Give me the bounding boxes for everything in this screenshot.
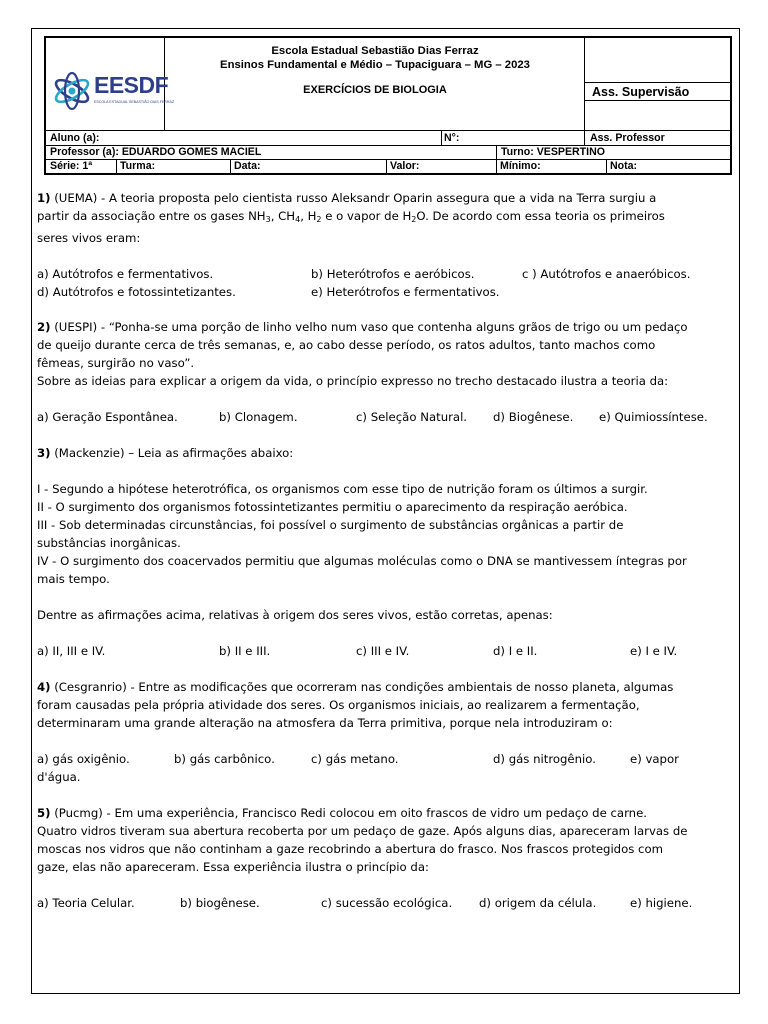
question-text: (UESPI) - “Ponha-se uma porção de linho velho num vaso que contenha alguns grãos de trigo ou um pedaço [50,320,688,334]
subscript: 4 [295,215,301,224]
numero-label: N°: [444,132,460,144]
question-text: gaze, elas não apareceram. Essa experiência ilustra o princípio da: [37,860,429,874]
statement-ii: II - O surgimento dos organismos fotossintetizantes permitiu o aparecimento da respiração aeróbica. [37,500,628,514]
option-c[interactable]: c) sucessão ecológica. [321,896,453,910]
option-b[interactable]: b) II e III. [219,644,271,658]
question-number: 2) [37,320,51,334]
question-3 [37,444,730,660]
option-d[interactable]: d) gás nitrogênio. [493,752,596,766]
professor-label: Professor (a): EDUARDO GOMES MACIEL [50,146,262,158]
question-number: 3) [37,446,51,460]
option-e[interactable]: e) higiene. [630,896,693,910]
question-text: fêmeas, surgirão no vaso”. [37,356,195,370]
option-d[interactable]: d) origem da célula. [479,896,597,910]
option-c[interactable]: c) gás metano. [311,752,399,766]
option-d[interactable]: d) Biogênese. [493,410,574,424]
subscript: 2 [316,215,322,224]
school-levels: Ensinos Fundamental e Médio – Tupaciguara – MG – 2023 [220,59,530,71]
option-d[interactable]: d) Autótrofos e fotossintetizantes. [37,285,236,299]
exercise-content [37,189,730,912]
school-name: Escola Estadual Sebastião Dias Ferraz [271,45,479,57]
aluno-label: Aluno (a): [50,132,100,144]
ass-professor-label: Ass. Professor [590,132,665,144]
question-text: (UEMA) - A teoria proposta pelo cientista russo Aleksandr Oparin assegura que a vida na Terra surgiu a [50,191,657,205]
option-c[interactable]: c ) Autótrofos e anaeróbicos. [522,267,691,281]
option-e[interactable]: e) vapor [630,752,679,766]
question-1 [37,189,730,301]
logo-subtitle: ESCOLA ESTADUAL SEBASTIÃO DIAS FERRAZ [94,100,175,104]
statement-iii-cont: substâncias inorgânicas. [37,536,181,550]
subscript: 3 [265,215,271,224]
question-text: foram causadas pela própria atividade dos seres. Os organismos iniciais, ao realizarem a fermentação, [37,698,640,712]
question-text: (Cesgranrio) - Entre as modificações que ocorreram nas condições ambientais de nosso planeta, algumas [50,680,674,694]
school-heading [166,44,584,97]
option-a[interactable]: a) gás oxigênio. [37,752,130,766]
turma-label: Turma: [120,160,156,172]
option-c[interactable]: c) III e IV. [356,644,410,658]
option-a[interactable]: a) Geração Espontânea. [37,410,178,424]
school-logo [52,66,175,116]
question-text: Quatro vidros tiveram sua abertura recoberta por um pedaço de gaze. Após alguns dias, apareceram larvas de [37,824,688,838]
atom-icon [52,68,96,114]
option-b[interactable]: b) gás carbônico. [174,752,275,766]
question-number: 5) [37,806,51,820]
question-text: Sobre as ideias para explicar a origem da vida, o princípio expresso no trecho destacado ilustra a teoria da: [37,374,669,388]
option-e-tail: d'água. [37,770,81,784]
question-text: moscas nos vidros que não continham a gaze recobrindo a abertura do frasco. Nos frascos protegidos com [37,842,664,856]
question-text: Dentre as afirmações acima, relativas à origem dos seres vivos, estão corretas, apenas: [37,608,553,622]
question-number: 1) [37,191,51,205]
valor-label: Valor: [390,160,420,172]
question-5 [37,804,730,912]
option-b[interactable]: b) Heterótrofos e aeróbicos. [311,267,475,281]
question-text: , CH [270,209,296,223]
exercise-title: EXERCÍCIOS DE BIOLOGIA [303,84,447,96]
question-text: (Mackenzie) – Leia as afirmações abaixo: [50,446,294,460]
ass-supervisao-label: Ass. Supervisão [592,85,690,99]
option-e[interactable]: e) Quimiossíntese. [599,410,708,424]
nota-label: Nota: [610,160,638,172]
question-4 [37,678,730,786]
option-b[interactable]: b) biogênese. [180,896,260,910]
statement-iv: IV - O surgimento dos coacervados permitiu que algumas moléculas como o DNA se mantivessem íntegras por [37,554,687,568]
statement-iv-cont: mais tempo. [37,572,110,586]
option-a[interactable]: a) Autótrofos e fermentativos. [37,267,214,281]
question-text: , H [300,209,317,223]
option-d[interactable]: d) I e II. [493,644,538,658]
question-text: de queijo durante cerca de três semanas, e, ao cabo desse período, os ratos adultos, tanto machos como [37,338,656,352]
question-2 [37,318,730,426]
turno-label: Turno: VESPERTINO [501,146,605,158]
statement-iii: III - Sob determinadas circunstâncias, foi possível o surgimento de substâncias orgânicas a partir de [37,518,624,532]
question-text: e o vapor de H [321,209,412,223]
statement-i: I - Segundo a hipótese heterotrófica, os organismos com esse tipo de nutrição foram os últimos a surgir. [37,482,648,496]
option-a[interactable]: a) II, III e IV. [37,644,106,658]
minimo-label: Mínimo: [500,160,541,172]
question-text: seres vivos eram: [37,231,141,245]
question-text: (Pucmg) - Em uma experiência, Francisco Redi colocou em oito frascos de vidro um pedaço de carne. [50,806,647,820]
question-text: determinaram uma grande alteração na atmosfera da Terra primitiva, porque nela introduziram o: [37,716,613,730]
option-b[interactable]: b) Clonagem. [219,410,298,424]
header-table [44,36,732,175]
logo-text: EESDF [94,72,169,98]
question-number: 4) [37,680,51,694]
serie-label: Série: 1ª [50,160,93,172]
option-e[interactable]: e) Heterótrofos e fermentativos. [311,285,500,299]
option-c[interactable]: c) Seleção Natural. [356,410,468,424]
option-e[interactable]: e) I e IV. [630,644,678,658]
data-label: Data: [234,160,261,172]
question-text: O. De acordo com essa teoria os primeiros [416,209,665,223]
option-a[interactable]: a) Teoria Celular. [37,896,135,910]
question-text: partir da associação entre os gases NH [37,209,266,223]
subscript: 2 [411,215,417,224]
